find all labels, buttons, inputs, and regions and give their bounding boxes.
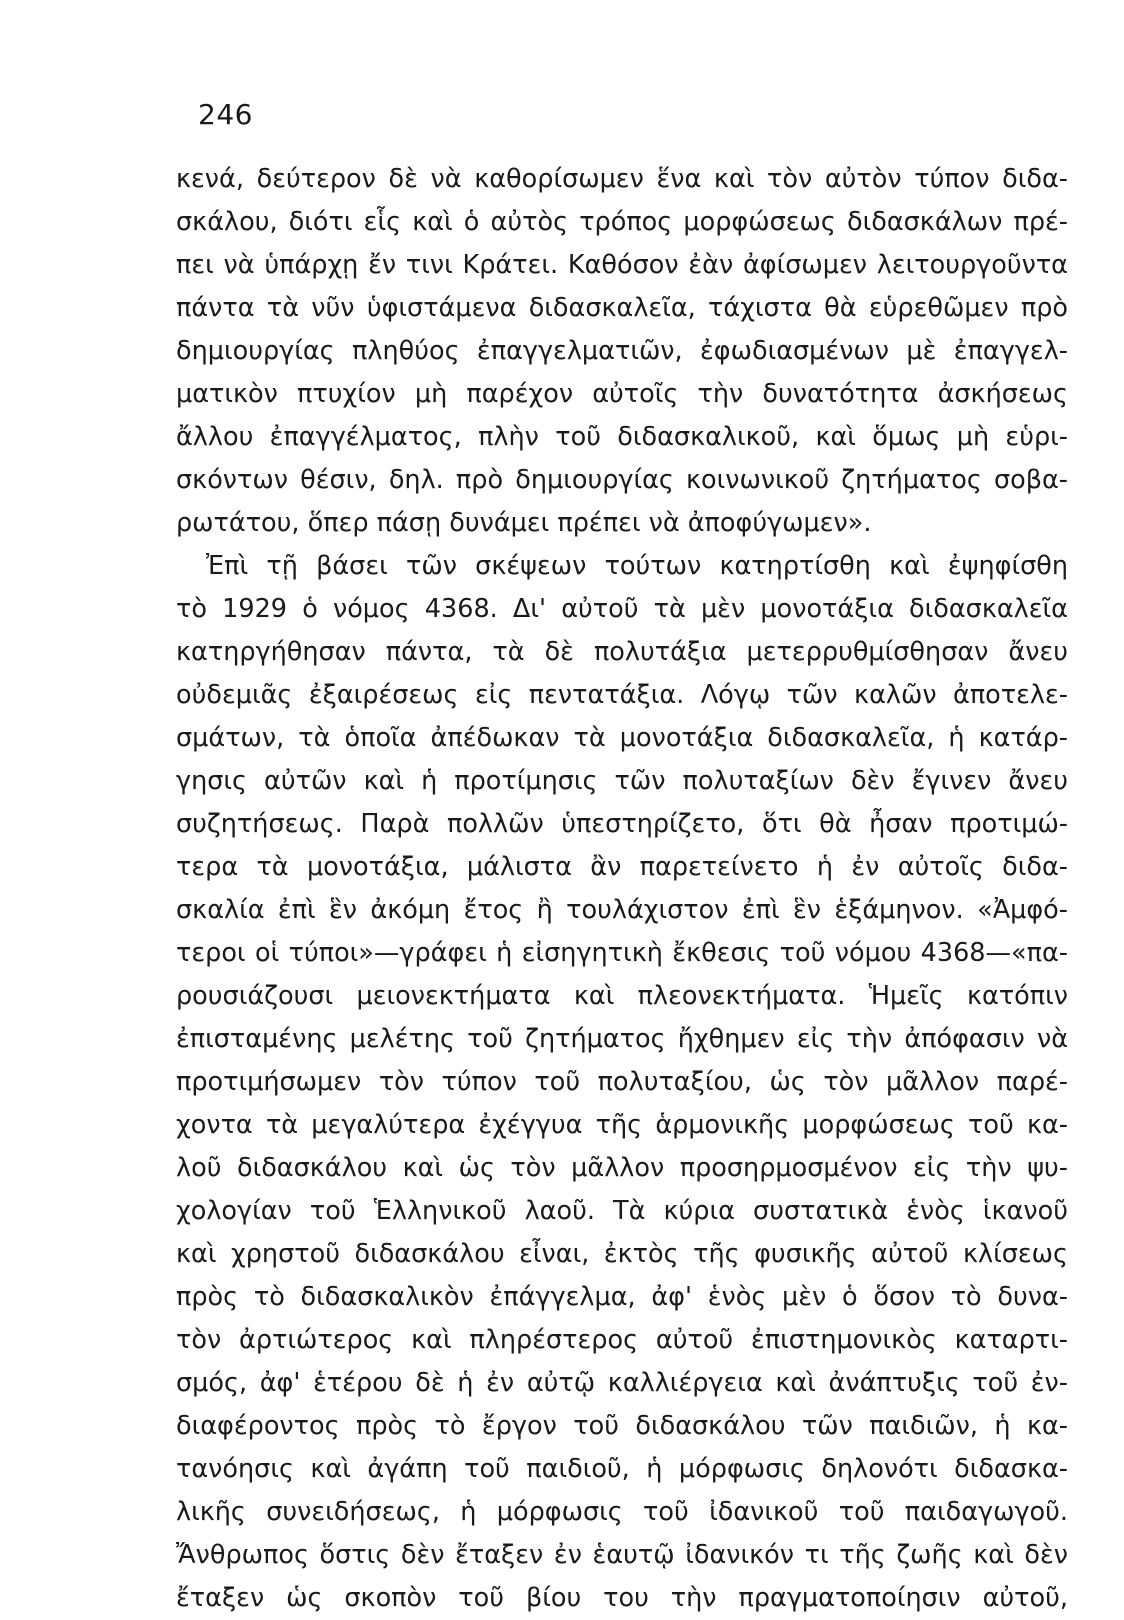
text-line: προτιμήσωμεν τὸν τύπον τοῦ πολυταξίου, ὡς τὸν μᾶλλον παρέ- <box>176 1067 1068 1097</box>
text-line: χοντα τὰ μεγαλύτερα ἐχέγγυα τῆς ἁρμονικῆς μορφώσεως τοῦ κα- <box>176 1110 1068 1140</box>
text-line: πάντα τὰ νῦν ὑφιστάμενα διδασκαλεῖα, τάχιστα θὰ εὑρεθῶμεν πρὸ <box>176 293 1068 323</box>
text-line: τεροι οἱ τύποι»—γράφει ἡ εἰσηγητικὴ ἔκθεσις τοῦ νόμου 4368—«πα- <box>176 938 1068 968</box>
text-line: διαφέροντος πρὸς τὸ ἔργον τοῦ διδασκάλου τῶν παιδιῶν, ἡ κα- <box>176 1411 1068 1441</box>
text-line: τανόησις καὶ ἀγάπη τοῦ παιδιοῦ, ἡ μόρφωσις δηλονότι διδασκα- <box>176 1454 1068 1484</box>
text-line: ματικὸν πτυχίον μὴ παρέχον αὐτοῖς τὴν δυνατότητα ἀσκήσεως <box>176 379 1068 409</box>
page-number: 246 <box>198 98 253 131</box>
text-line: λικῆς συνειδήσεως, ἡ μόρφωσις τοῦ ἰδανικοῦ τοῦ παιδαγωγοῦ. <box>176 1497 1068 1527</box>
text-line: τὸν ἀρτιώτερος καὶ πληρέστερος αὐτοῦ ἐπιστημονικὸς καταρτι- <box>176 1325 1068 1355</box>
text-line: ρωτάτου, ὅπερ πάσῃ δυνάμει πρέπει νὰ ἀποφύγωμεν». <box>176 508 872 538</box>
text-line: κατηργήθησαν πάντα, τὰ δὲ πολυτάξια μετερρυθμίσθησαν ἄνευ <box>176 637 1068 667</box>
text-line: ἔταξεν ὡς σκοπὸν τοῦ βίου του τὴν πραγματοποίησιν αὐτοῦ, <box>176 1583 1068 1613</box>
text-line: λοῦ διδασκάλου καὶ ὡς τὸν μᾶλλον προσηρμοσμένον εἰς τὴν ψυ- <box>176 1153 1068 1183</box>
text-line: σκόντων θέσιν, δηλ. πρὸ δημιουργίας κοινωνικοῦ ζητήματος σοβα- <box>176 465 1068 495</box>
text-line: σκαλία ἐπὶ ἓν ἀκόμη ἔτος ἢ τουλάχιστον ἐπὶ ἓν ἑξάμηνον. «Ἀμφό- <box>176 895 1068 925</box>
body-text <box>176 158 1068 1620</box>
text-line: τὸ 1929 ὁ νόμος 4368. Δι' αὐτοῦ τὰ μὲν μονοτάξια διδασκαλεῖα <box>176 594 1068 624</box>
paragraph-start-line: Ἐπὶ τῇ βάσει τῶν σκέψεων τούτων κατηρτίσθη καὶ ἐψηφίσθη <box>206 551 1068 581</box>
text-line: δημιουργίας πληθύος ἐπαγγελματιῶν, ἐφωδιασμένων μὲ ἐπαγγελ- <box>176 336 1068 366</box>
text-line: ἄλλου ἐπαγγέλματος, πλὴν τοῦ διδασκαλικοῦ, καὶ ὅμως μὴ εὑρι- <box>176 422 1068 452</box>
text-line: ἐπισταμένης μελέτης τοῦ ζητήματος ἤχθημεν εἰς τὴν ἀπόφασιν νὰ <box>176 1024 1068 1054</box>
text-line: ρουσιάζουσι μειονεκτήματα καὶ πλεονεκτήματα. Ἡμεῖς κατόπιν <box>176 981 1068 1011</box>
text-line: πει νὰ ὑπάρχῃ ἔν τινι Κράτει. Καθόσον ἐὰν ἀφίσωμεν λειτουργοῦντα <box>176 250 1068 280</box>
text-line: πρὸς τὸ διδασκαλικὸν ἐπάγγελμα, ἀφ' ἑνὸς μὲν ὁ ὅσον τὸ δυνα- <box>176 1282 1068 1312</box>
text-line: συζητήσεως. Παρὰ πολλῶν ὑπεστηρίζετο, ὅτι θὰ ἦσαν προτιμώ- <box>176 809 1068 839</box>
text-line: σμάτων, τὰ ὁποῖα ἀπέδωκαν τὰ μονοτάξια διδασκαλεῖα, ἡ κατάρ- <box>176 723 1068 753</box>
text-line: οὐδεμιᾶς ἐξαιρέσεως εἰς πεντατάξια. Λόγῳ τῶν καλῶν ἀποτελε- <box>176 680 1068 710</box>
text-line: χολογίαν τοῦ Ἑλληνικοῦ λαοῦ. Τὰ κύρια συστατικὰ ἑνὸς ἱκανοῦ <box>176 1196 1068 1226</box>
text-line: σκάλου, διότι εἷς καὶ ὁ αὐτὸς τρόπος μορφώσεως διδασκάλων πρέ- <box>176 207 1068 237</box>
text-line: κενά, δεύτερον δὲ νὰ καθορίσωμεν ἕνα καὶ τὸν αὐτὸν τύπον διδα- <box>176 164 1068 194</box>
text-line: τερα τὰ μονοτάξια, μάλιστα ἂν παρετείνετο ἡ ἐν αὐτοῖς διδα- <box>176 852 1068 882</box>
text-line: γησις αὐτῶν καὶ ἡ προτίμησις τῶν πολυταξίων δὲν ἔγινεν ἄνευ <box>176 766 1068 796</box>
text-line: σμός, ἀφ' ἑτέρου δὲ ἡ ἐν αὐτῷ καλλιέργεια καὶ ἀνάπτυξις τοῦ ἐν- <box>176 1368 1068 1398</box>
text-line: Ἄνθρωπος ὅστις δὲν ἔταξεν ἐν ἑαυτῷ ἰδανικόν τι τῆς ζωῆς καὶ δὲν <box>176 1540 1068 1570</box>
text-line: καὶ χρηστοῦ διδασκάλου εἶναι, ἐκτὸς τῆς φυσικῆς αὐτοῦ κλίσεως <box>176 1239 1068 1269</box>
